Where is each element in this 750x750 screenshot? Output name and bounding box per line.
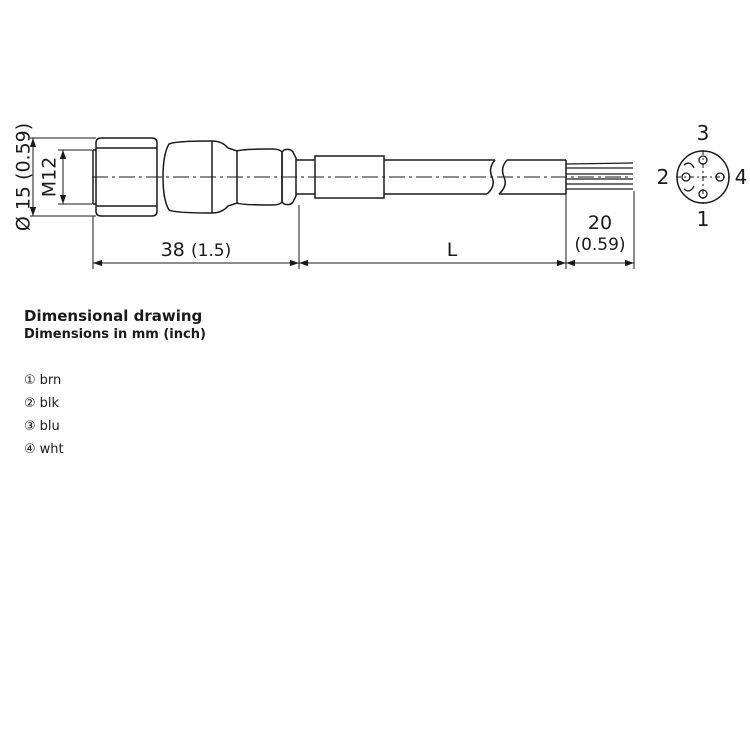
head-length-mm: 38 <box>160 239 185 261</box>
connector-body <box>92 138 633 216</box>
dimension-lines <box>30 138 634 269</box>
wire-color-legend <box>24 369 64 461</box>
head-length-label <box>161 239 232 261</box>
pin-label-2: 2 <box>656 165 670 189</box>
legend-number: ③ <box>24 419 36 434</box>
legend-number: ④ <box>24 442 36 457</box>
pin-label-1: 1 <box>696 207 710 231</box>
legend-item <box>24 392 64 415</box>
pin-face-view <box>657 121 748 231</box>
legend-label: blk <box>39 396 60 411</box>
pin-label-4: 4 <box>734 165 748 189</box>
legend-number: ② <box>24 396 36 411</box>
dimensional-drawing <box>0 0 750 290</box>
caption-title: Dimensional drawing <box>24 307 203 325</box>
legend-item <box>24 438 64 461</box>
drawing-caption <box>24 306 206 344</box>
thread-dimension-label: M12 <box>38 156 61 198</box>
strip-length-mm-label: 20 <box>587 212 613 234</box>
legend-label: blu <box>39 419 60 434</box>
legend-label: brn <box>39 373 62 388</box>
caption-subtitle: Dimensions in mm (inch) <box>24 327 206 342</box>
diameter-dimension-label: Ø 15 (0.59) <box>12 122 35 232</box>
legend-item <box>24 415 64 438</box>
cable-length-label: L <box>446 239 458 261</box>
legend-item <box>24 369 64 392</box>
legend-label: wht <box>39 442 64 457</box>
head-length-in: (1.5) <box>190 241 232 261</box>
pin-label-3: 3 <box>696 121 710 145</box>
dimension-labels <box>13 123 626 261</box>
legend-number: ① <box>24 373 36 388</box>
strip-length-in-label: (0.59) <box>574 235 626 255</box>
